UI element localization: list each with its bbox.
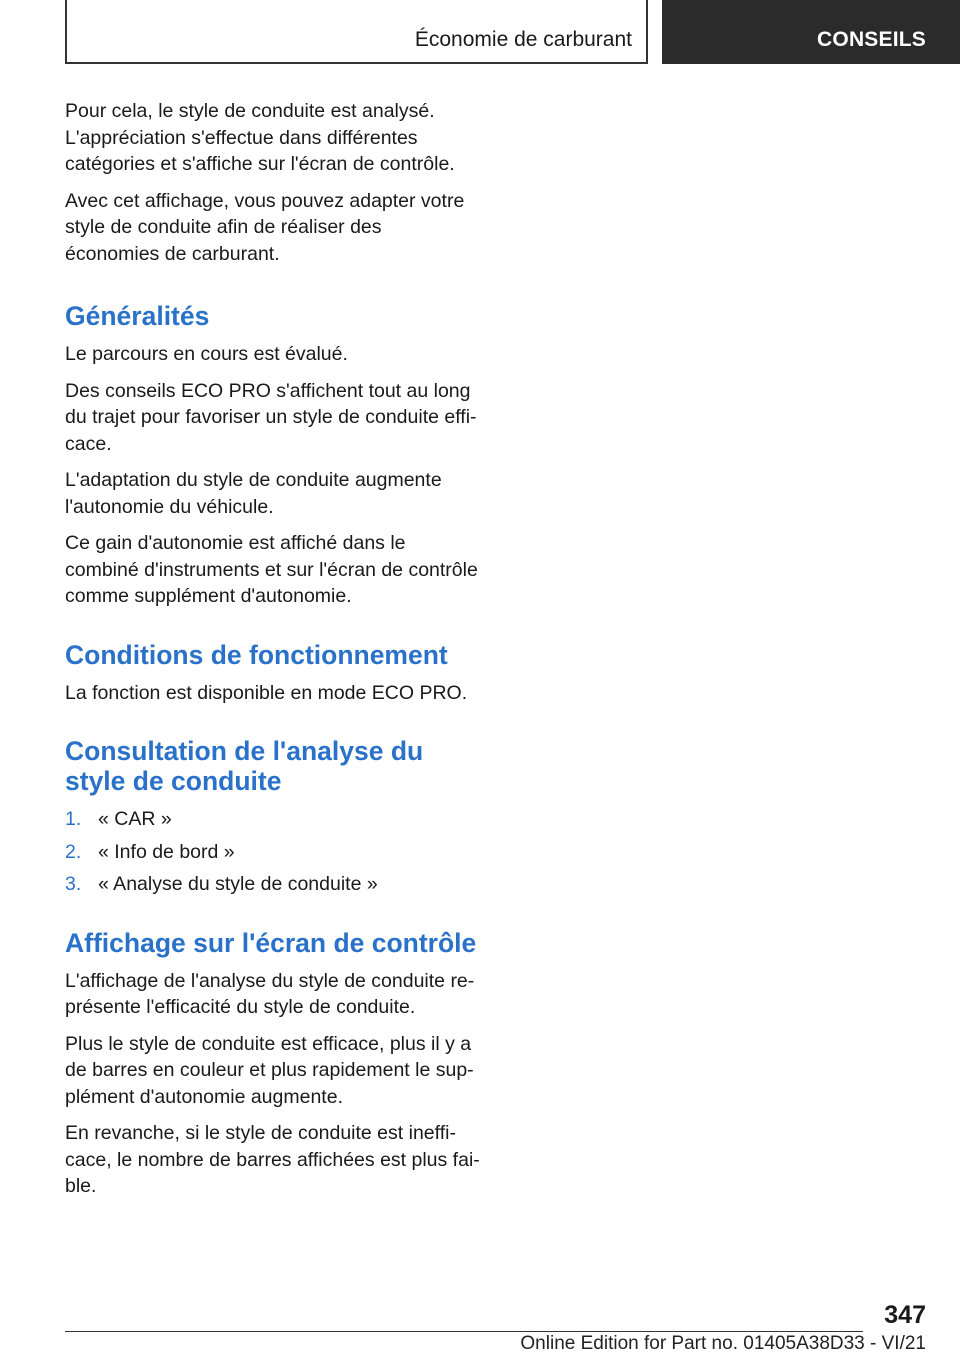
steps-list bbox=[65, 806, 481, 898]
step-text: « CAR » bbox=[98, 808, 172, 830]
chapter-tab[interactable] bbox=[662, 0, 960, 64]
intro-paragraph: Avec cet affichage, vous pouvez adapter votre style de conduite afin de réaliser des économies de carburant. bbox=[65, 189, 465, 265]
step-item bbox=[65, 806, 481, 833]
header-section-box bbox=[65, 0, 648, 64]
page-number: 347 bbox=[884, 1301, 926, 1329]
display-paragraph: Plus le style de conduite est efficace, plus il y a de barres en couleur et plus rapidement le supplément d'autonomie augmente. bbox=[65, 1032, 474, 1108]
intro-paragraph: Pour cela, le style de conduite est analysé. L'appréciation s'effectue dans différentes catégories et s'affiche sur l'écran de contrôle. bbox=[65, 100, 455, 175]
step-number: 1. bbox=[65, 808, 82, 830]
general-paragraph: Des conseils ECO PRO s'affichent tout au long du trajet pour favoriser un style de conduite efficace. bbox=[65, 379, 477, 455]
conditions-paragraph: La fonction est disponible en mode ECO PRO. bbox=[65, 681, 468, 704]
general-paragraph: Le parcours en cours est évalué. bbox=[65, 343, 348, 365]
footer-edition-text: Online Edition for Part no. 01405A38D33 - VI/21 bbox=[520, 1333, 926, 1354]
step-item bbox=[65, 839, 481, 866]
step-text: « Analyse du style de conduite » bbox=[98, 873, 378, 895]
general-paragraph: L'adaptation du style de conduite augmente l'autonomie du véhicule. bbox=[65, 469, 442, 518]
display-paragraph: En revanche, si le style de conduite est inefficace, le nombre de barres affichées est plus faible. bbox=[65, 1122, 480, 1197]
section-title: Économie de carburant bbox=[414, 28, 632, 51]
step-number: 2. bbox=[65, 840, 82, 863]
step-number: 3. bbox=[65, 873, 82, 895]
section-heading-display: Affichage sur l'écran de contrôle bbox=[65, 927, 477, 958]
section-heading-conditions: Conditions de fonctionnement bbox=[65, 639, 448, 670]
footer-divider bbox=[65, 1331, 863, 1332]
step-text: « Info de bord » bbox=[98, 840, 235, 863]
step-item bbox=[65, 871, 481, 898]
display-paragraph: L'affichage de l'analyse du style de conduite représente l'efficacité du style de conduite. bbox=[65, 969, 475, 1018]
section-heading-consultation: Consultation de l'analyse du style de conduite bbox=[65, 736, 424, 796]
section-heading-general: Généralités bbox=[65, 301, 210, 331]
chapter-tab-label: CONSEILS bbox=[817, 28, 926, 51]
main-content bbox=[65, 98, 481, 1210]
general-paragraph: Ce gain d'autonomie est affiché dans le combiné d'instruments et sur l'écran de contrôle comme supplément d'autonomie. bbox=[65, 532, 478, 607]
